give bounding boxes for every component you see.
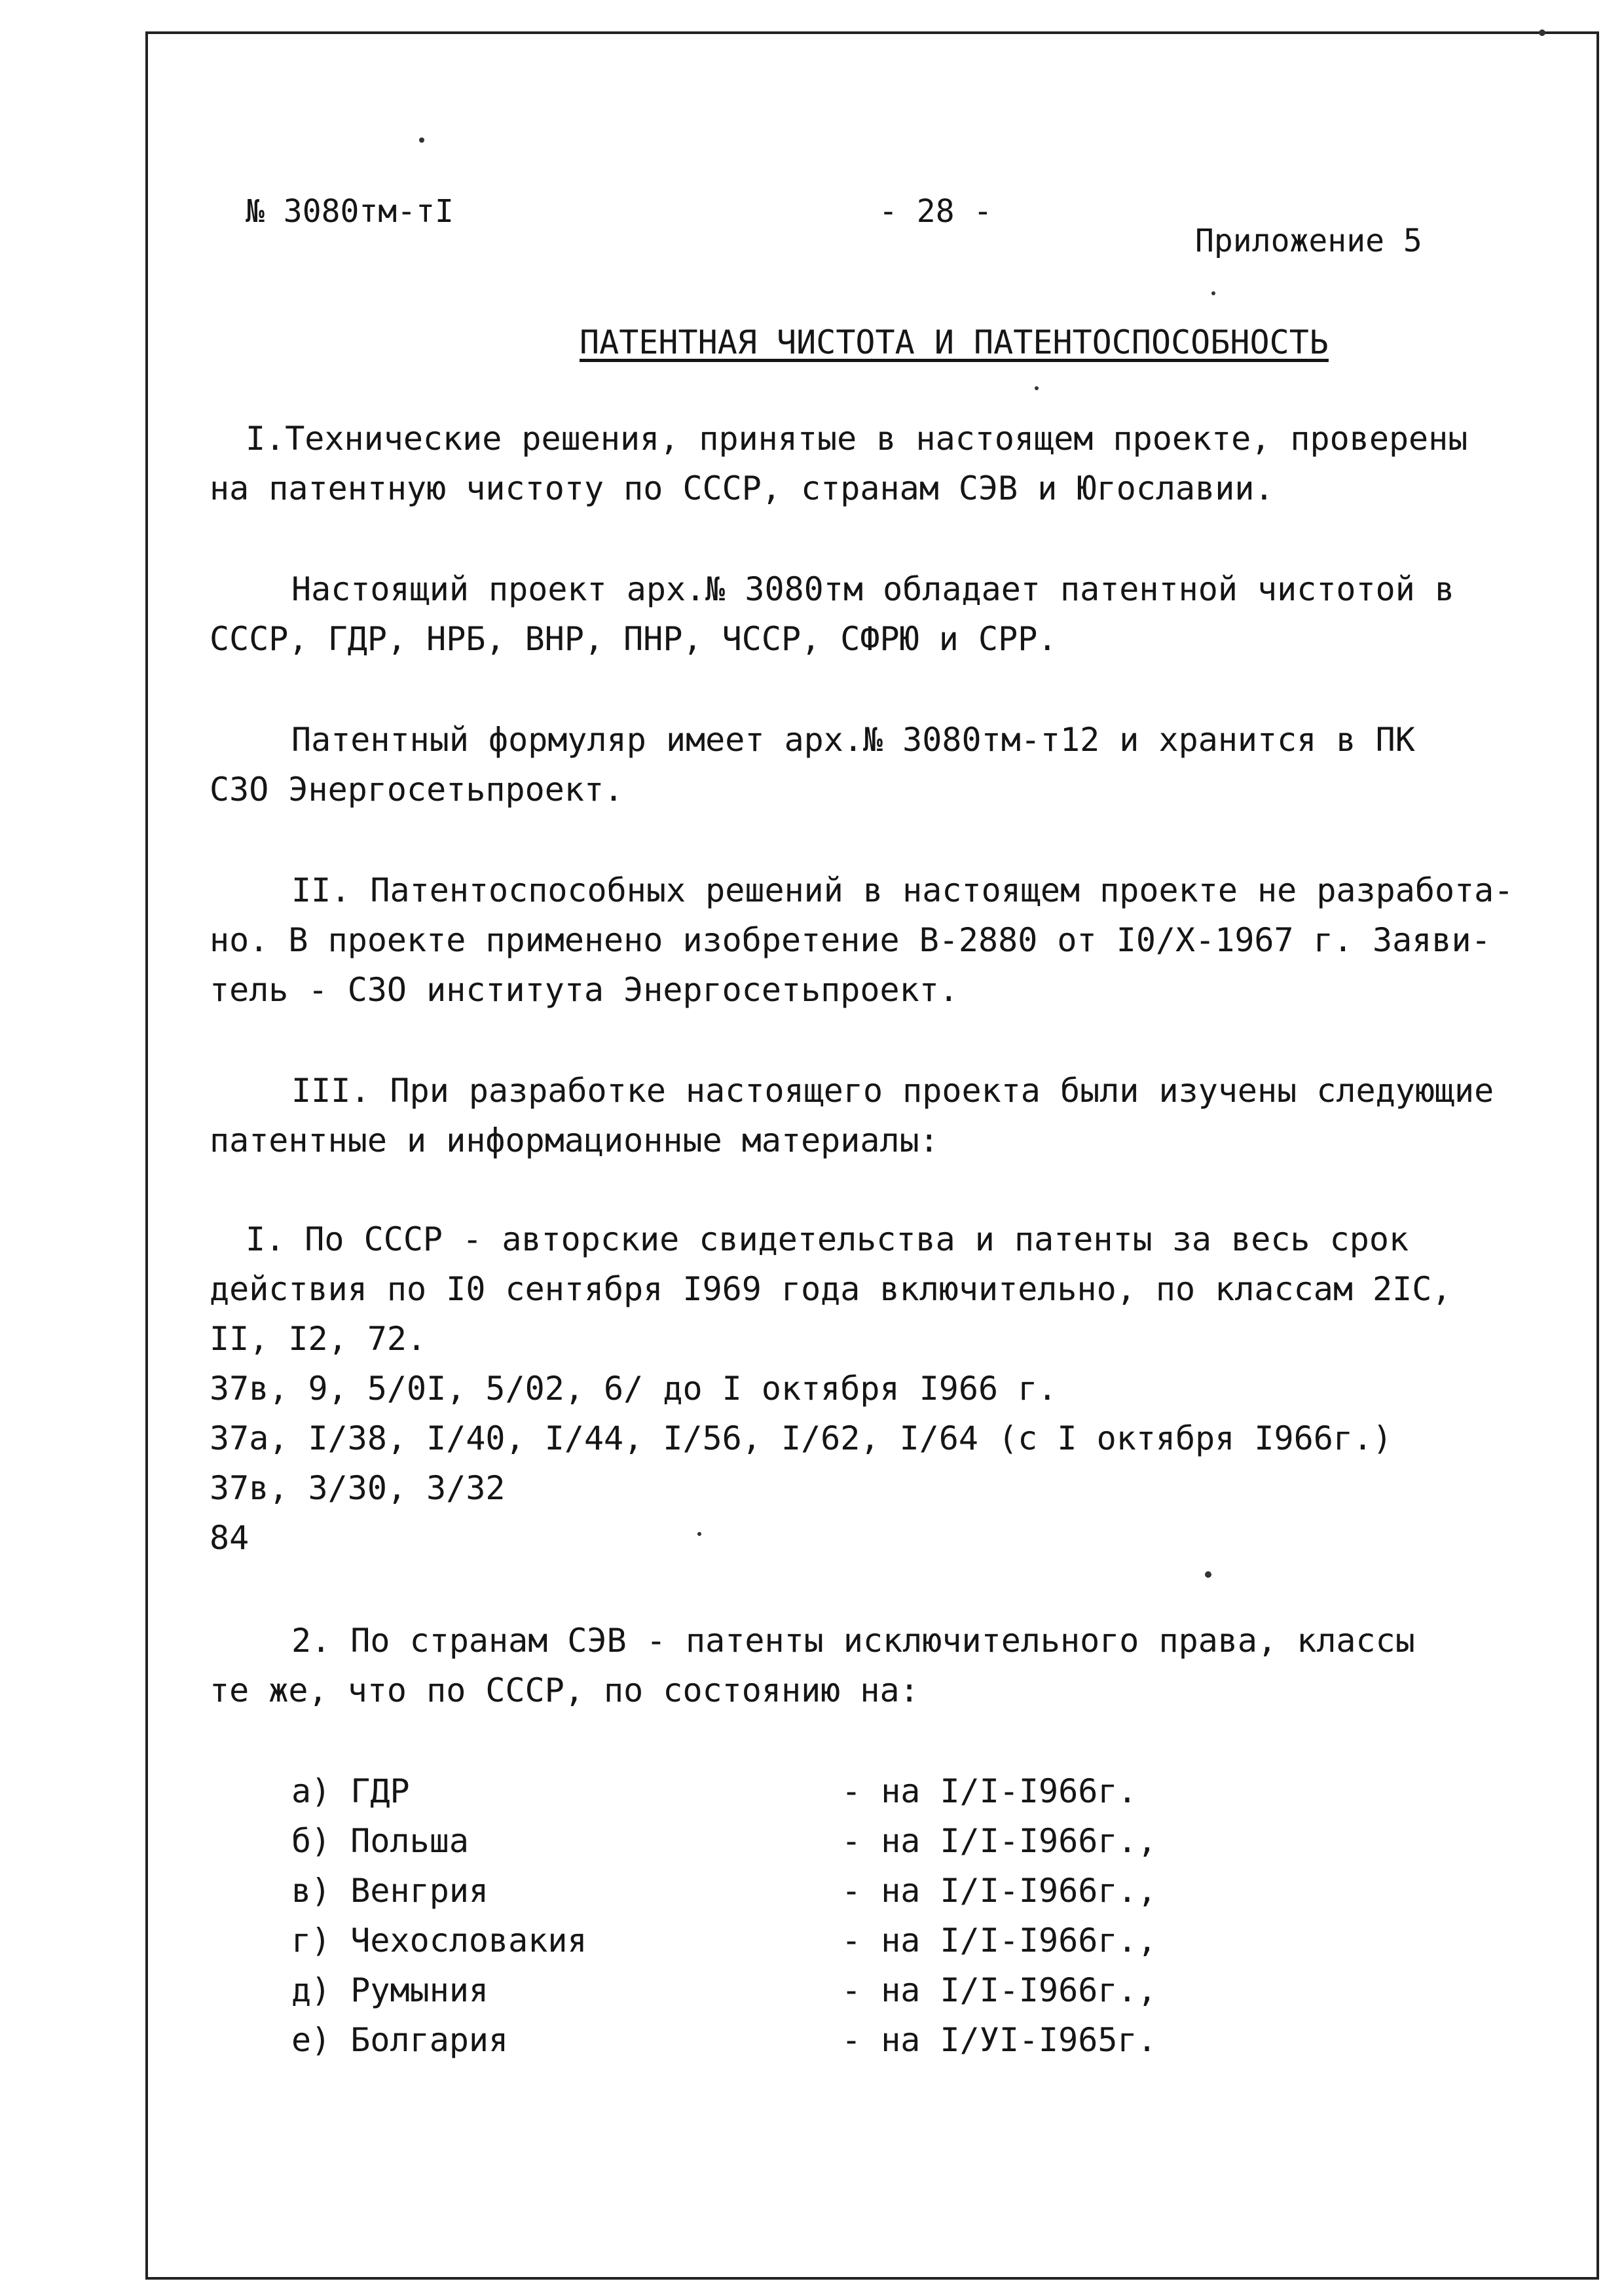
classes-line-4: 84 [210,1519,249,1557]
paragraph-3-line-1: Патентный формуляр имеет арх.№ 3080тм-т12 и хранится в ПК [291,721,1415,759]
paragraph-5-line-2: патентные и информационные материалы: [210,1121,939,1159]
scan-speck [1211,291,1215,295]
paragraph-4-line-1: II. Патентоспособных решений в настоящем проекте не разработа- [291,871,1514,909]
section-2-line-1: 2. По странам СЭВ - патенты исключительного права, классы [291,1622,1415,1660]
section-1-line-3: II, I2, 72. [210,1320,427,1358]
scan-speck [697,1532,701,1536]
section-2-line-2: те же, что по СССР, по состоянию на: [210,1671,919,1709]
country-date: - на I/УI-I965г. [841,2021,1157,2059]
country-name: в) Венгрия [291,1872,489,1910]
country-date: - на I/I-I966г., [841,1971,1157,2009]
scan-speck [419,137,424,143]
scan-speck [1205,1571,1211,1578]
country-date: - на I/I-I966г., [841,1922,1157,1959]
paragraph-1-line-1: I.Технические решения, принятые в настоящем проекте, проверены [246,420,1468,458]
classes-line-3: 37в, 3/30, 3/32 [210,1469,506,1507]
page-title: ПАТЕНТНАЯ ЧИСТОТА И ПАТЕНТОСПОСОБНОСТЬ [580,323,1329,361]
paragraph-5-line-1: III. При разработке настоящего проекта были изучены следующие [291,1072,1494,1110]
paragraph-4-line-2: но. В проекте применено изобретение В-2880 от I0/X-1967 г. Заяви- [210,921,1491,959]
country-name: а) ГДР [291,1772,410,1810]
scan-speck [1035,386,1039,390]
document-number: № 3080тм-тI [246,193,454,230]
section-1-line-2: действия по I0 сентября I969 года включительно, по классам 2IС, [210,1270,1452,1308]
page-number: - 28 - [879,193,993,230]
section-1-line-1: I. По СССР - авторские свидетельства и патенты за весь срок [246,1220,1409,1258]
country-name: г) Чехословакия [291,1922,587,1959]
paragraph-2-line-2: СССР, ГДР, НРБ, ВНР, ПНР, ЧССР, СФРЮ и СРР. [210,620,1058,658]
country-name: д) Румыния [291,1971,489,2009]
paragraph-3-line-2: СЗО Энергосетьпроект. [210,771,624,809]
paragraph-1-line-2: на патентную чистоту по СССР, странам СЭВ и Югославии. [210,469,1274,507]
country-name: б) Польша [291,1822,469,1860]
classes-line-2: 37а, I/38, I/40, I/44, I/56, I/62, I/64 (с I октября I966г.) [210,1419,1393,1457]
appendix-label: Приложение 5 [1195,223,1422,259]
country-name: е) Болгария [291,2021,509,2059]
paragraph-4-line-3: тель - СЗО института Энергосетьпроект. [210,971,959,1009]
scan-speck [1539,29,1545,36]
classes-line-1: 37в, 9, 5/0I, 5/02, 6/ до I октября I966 г. [210,1370,1058,1408]
paragraph-2-line-1: Настоящий проект арх.№ 3080тм обладает патентной чистотой в [291,570,1455,608]
country-date: - на I/I-I966г., [841,1822,1157,1860]
country-date: - на I/I-I966г., [841,1872,1157,1910]
country-date: - на I/I-I966г. [841,1772,1137,1810]
